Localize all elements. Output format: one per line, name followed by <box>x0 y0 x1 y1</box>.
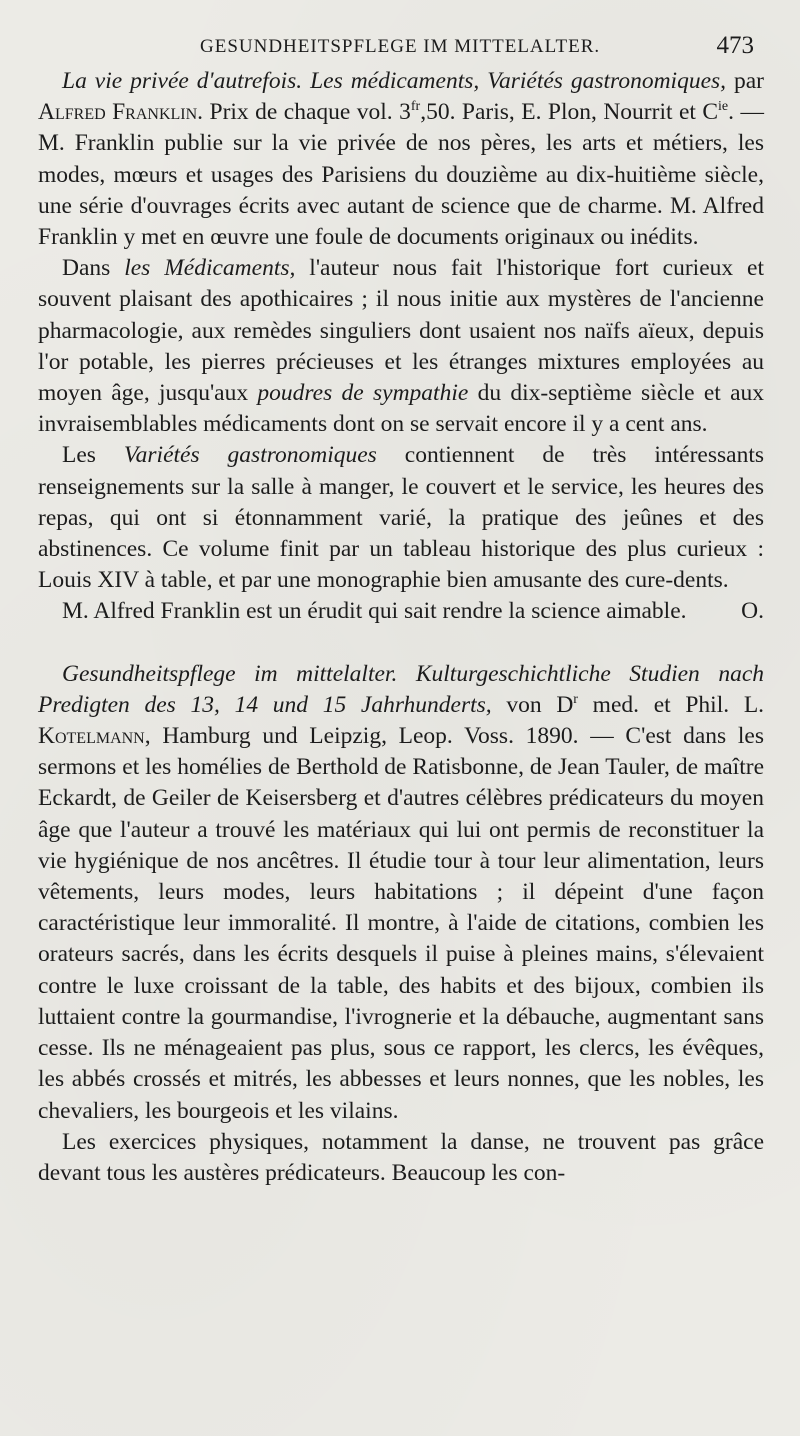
by-word: par <box>734 68 765 94</box>
publisher-text: ,50. Paris, E. Plon, Nourrit et C <box>420 99 719 126</box>
review-kotelmann-intro <box>38 659 764 1127</box>
by-doctor: von D <box>506 691 574 718</box>
book-title: La vie privée d'autrefois. Les médicaments, Variétés gastronomiques, <box>62 68 727 94</box>
degree-text: med. et Phil. <box>592 691 730 718</box>
p3-lead: Les <box>62 442 96 469</box>
p2-body: l'auteur nous fait l'historique fort curieux et souvent plaisant des apothicaires ; il nous initie aux mystères de l'ancienne pharmacologie, aux remèdes singuliers dont usaient nos naïfs aïeux, depuis l'or potable, les pierres précieuses et les étranges mixtures employées au moyen âge, jusqu'aux <box>38 255 765 407</box>
review-franklin-intro <box>38 66 764 253</box>
p3-volume-title: Variétés gastronomiques <box>123 442 377 469</box>
cie-abbrev: ie <box>718 99 729 115</box>
author-name: Alfred Franklin. <box>38 99 204 126</box>
review-franklin-paragraph-3 <box>38 440 764 596</box>
p2-italic-phrase: poudres de sympathie <box>257 380 469 407</box>
book-title-german: Gesundheitspflege im mittelalter. Kulturgeschichtliche Studien nach Predigten des 13, 14 und 15 Jahrhunderts, <box>38 660 764 718</box>
running-title: GESUNDHEITSPFLEGE IM MITTELALTER. <box>200 36 601 57</box>
franc-abbrev: fr <box>410 99 421 115</box>
review-kotelmann-body: Hamburg und Leipzig, Leop. Voss. 1890. — C'est dans les sermons et les homélies de Berthold de Ratisbonne, de Jean Tauler, de maître Eckardt, de Geiler de Keisersberg et d'autres célèbres prédicateurs du moyen âge que l'auteur a trouvé les matériaux qui lui ont permis de reconstituer la vie hygiénique de nos ancêtres. Il étudie tour à tour leur alimentation, leurs vêtements, leurs modes, leurs habitations ; il dépeint d'une façon caractéristique leur immoralité. Il montre, à l'aide de citations, combien les orateurs sacrés, dans les écrits desquels il puise à pleines mains, s'élevaient contre le luxe croissant de la table, des habits et des bijoux, combien ils luttaient contre la gourmandise, l'ivrognerie et la débauche, augmentant sans cesse. Ils ne ménageaient pas plus, sous ce rapport, les clercs, les évêques, les abbés crossés et mitrés, les abbesses et leurs nonnes, que les nobles, les chevaliers, les bourgeois et les vilains. <box>38 723 764 1124</box>
running-head <box>38 32 764 66</box>
p2-volume-title: les Médicaments, <box>124 255 296 282</box>
review-franklin <box>38 66 764 628</box>
price-text: Prix de chaque vol. 3 <box>209 99 411 126</box>
p2-body-kotelmann: Les exercices physiques, notamment la danse, ne trouvent pas grâce devant tous les austères prédicateurs. Beaucoup les con- <box>38 1128 764 1186</box>
intro-body: . — M. Franklin publie sur la vie privée de nos pères, les arts et métiers, les modes, mœurs et usages des Parisiens du douzième au dix-huitième siècle, une série d'ouvrages écrits avec autant de science que de charme. M. Alfred Franklin y met en œuvre une foule de documents originaux ou inédits. <box>38 99 764 251</box>
reviewer-signature: O. <box>741 598 764 625</box>
p2-tail: du dix-septième siècle et aux invraisemblables médicaments dont on se servait encore il y a cent ans. <box>38 380 765 438</box>
dr-abbrev: r <box>573 692 578 708</box>
review-franklin-paragraph-2 <box>38 253 764 440</box>
author-name-kotelmann: L. Kotelmann, <box>38 691 765 750</box>
review-kotelmann <box>38 659 764 1189</box>
p3-body: contiennent de très intéressants renseignements sur la salle à manger, le couvert et le service, les heures des repas, qui ont si étonnamment varié, la pratique des jeûnes et des abstinences. Ce volume finit par un tableau historique des plus curieux : Louis XIV à table, et par une monographie bien amusante des cure-dents. <box>38 442 765 594</box>
section-gap <box>38 628 764 659</box>
p2-lead: Dans <box>62 255 111 282</box>
review-kotelmann-paragraph-2 <box>38 1127 764 1189</box>
review-franklin-paragraph-4 <box>38 596 764 627</box>
page-number: 473 <box>716 32 754 59</box>
p4-body: M. Alfred Franklin est un érudit qui sait rendre la science aimable. <box>62 598 687 625</box>
